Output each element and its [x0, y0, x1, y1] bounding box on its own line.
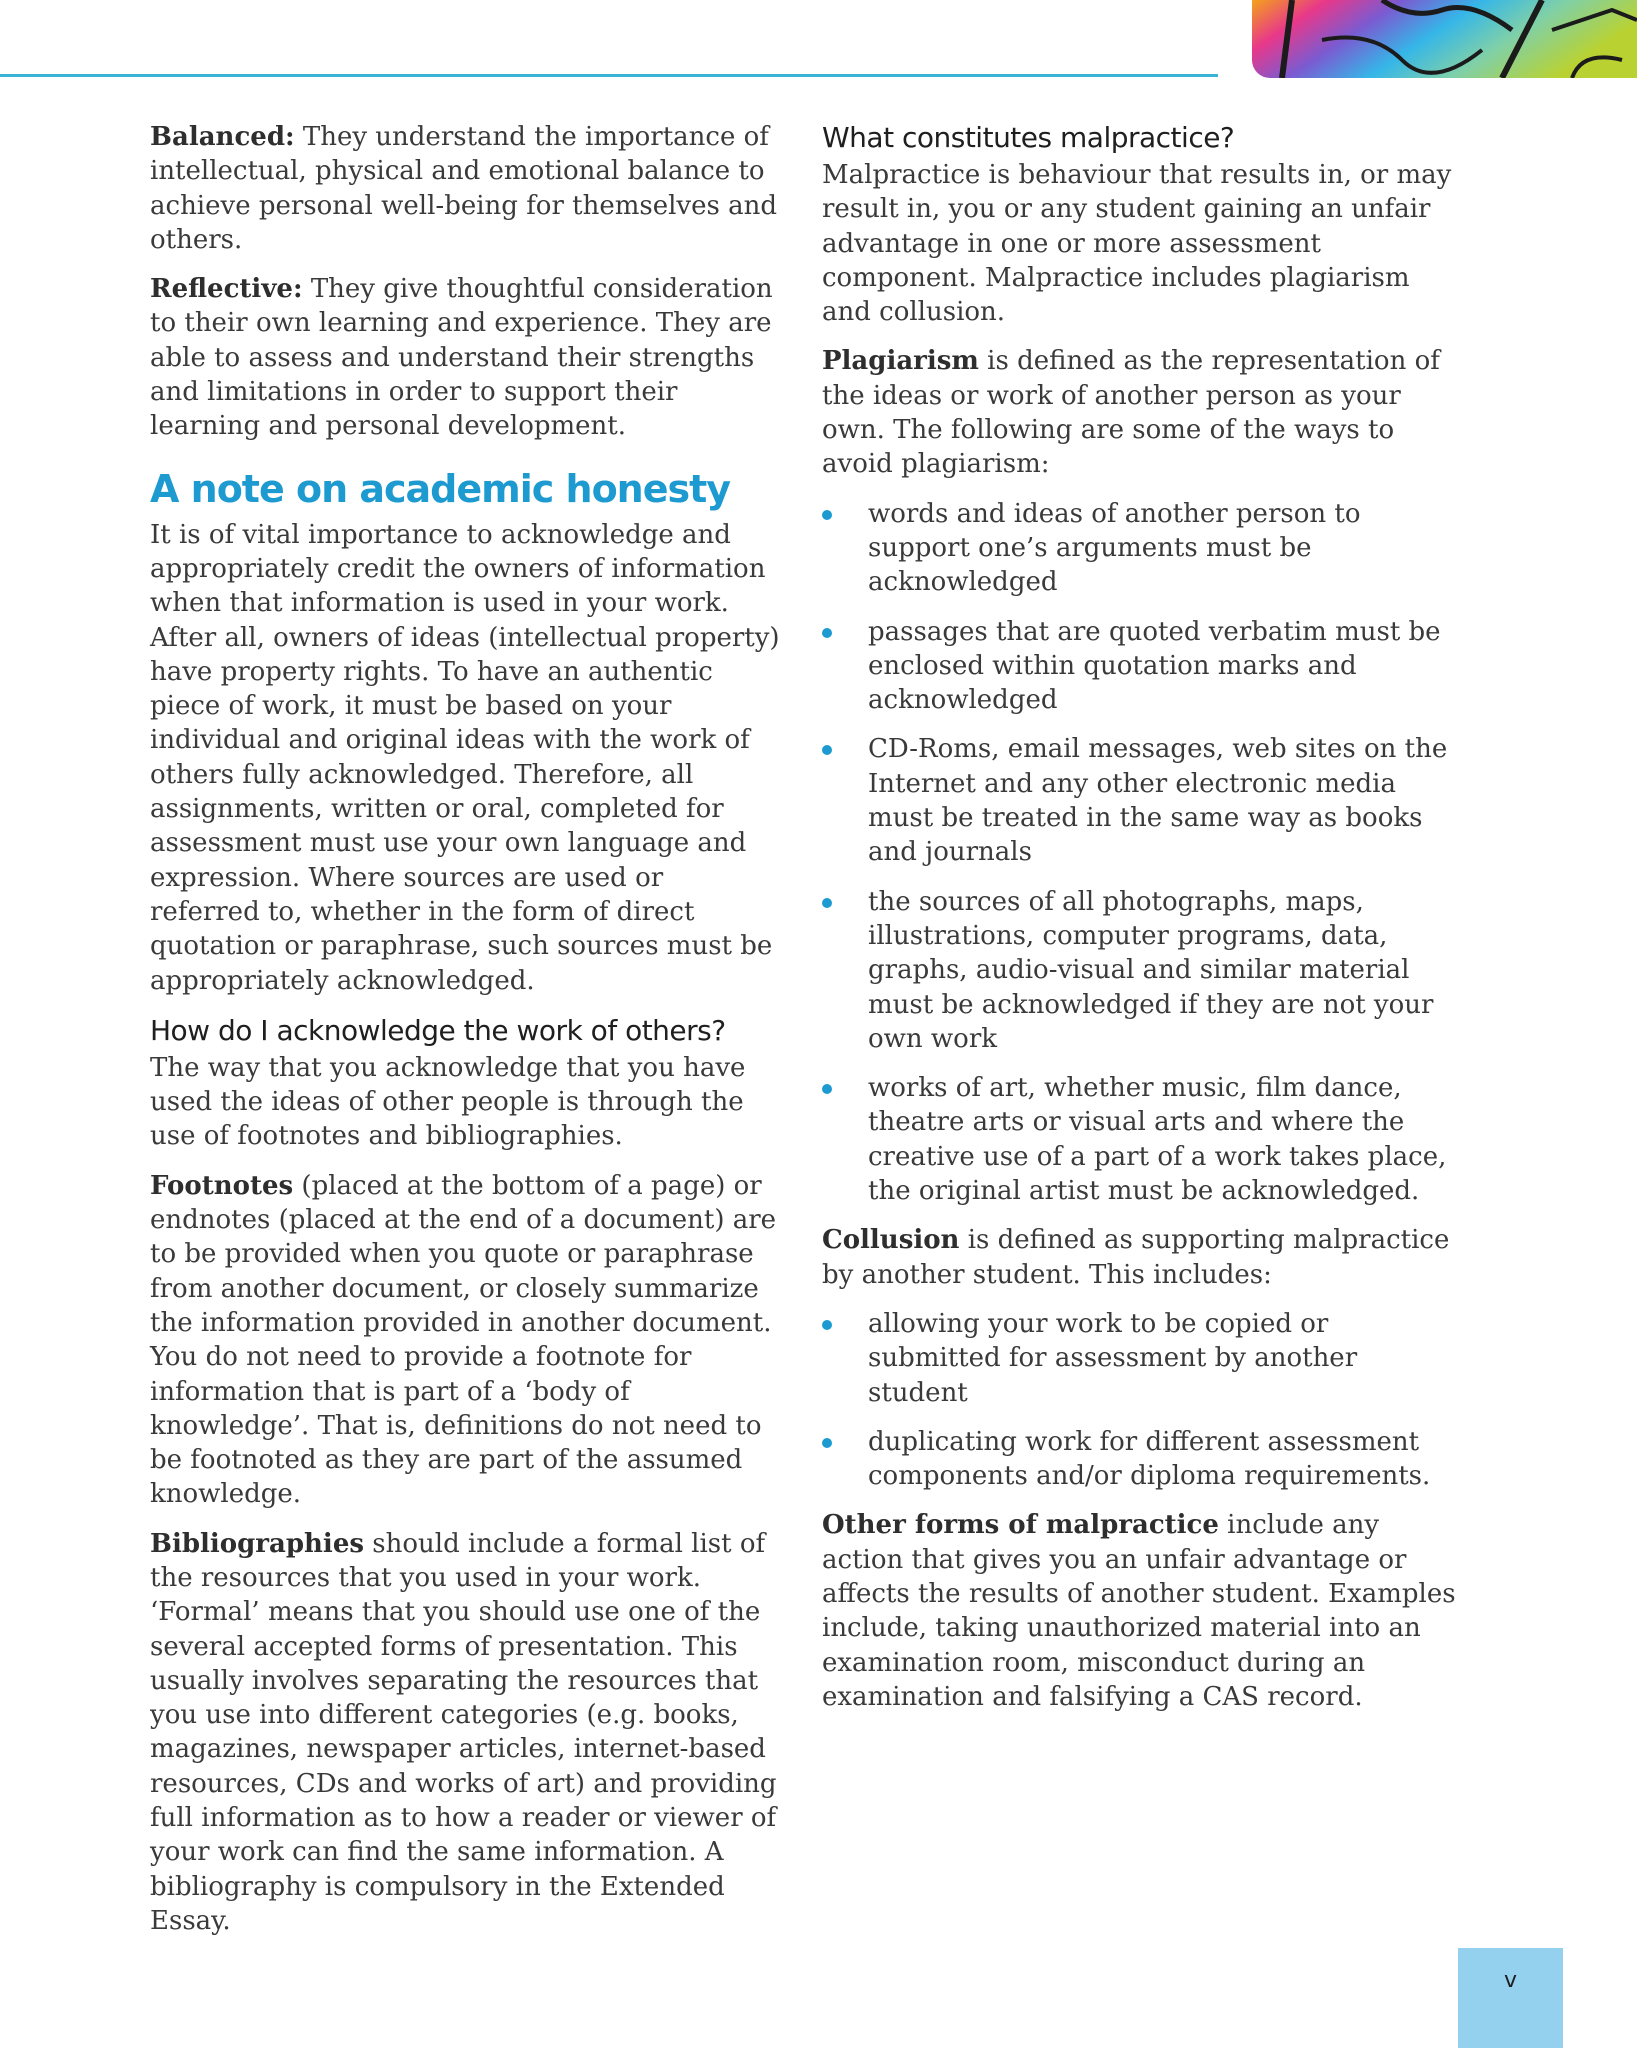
list-item — [822, 615, 1462, 718]
page-number-box — [1458, 1948, 1563, 2048]
list-item-text: CD-Roms, email messages, web sites on the Internet and any other electronic media must be treated in the same way as books and journals — [868, 734, 1448, 868]
paragraph-collusion — [822, 1223, 1462, 1292]
paragraph-acknowledge: The way that you acknowledge that you have used the ideas of other people is through the use of footnotes and bibliographies. — [150, 1052, 746, 1152]
list-item — [822, 732, 1462, 869]
list-item — [822, 1425, 1462, 1494]
left-column — [150, 120, 780, 1953]
bullet-icon — [822, 1438, 832, 1448]
term-footnotes: Footnotes — [150, 1170, 294, 1201]
term-collusion: Collusion — [822, 1225, 960, 1256]
right-column — [822, 120, 1462, 1729]
paragraph-malpractice-intro: Malpractice is behaviour that results in, or may result in, you or any student gaining an unfair advantage in one or more assessment component. Malpractice includes plagiarism and collusion. — [822, 160, 1452, 328]
paragraph-footnotes — [150, 1169, 780, 1512]
term-bibliographies: Bibliographies — [150, 1528, 364, 1559]
subheading-malpractice: What constitutes malpractice? — [822, 121, 1235, 154]
term-plagiarism: Plagiarism — [822, 346, 979, 377]
plagiarism-bullet-list — [822, 497, 1462, 1209]
paragraph-bibliographies — [150, 1527, 780, 1939]
text-collusion: is defined as supporting malpractice by another student. This includes: — [822, 1225, 1450, 1290]
list-item-text: passages that are quoted verbatim must be enclosed within quotation marks and acknowledged — [868, 616, 1441, 716]
text-footnotes: (placed at the bottom of a page) or endnotes (placed at the end of a document) are to be provided when you quote or paraphrase from another document, or closely summarize the information provided in another document. You do not need to provide a footnote for information that is part of a ‘body of knowledge’. That is, definitions do not need to be footnoted as they are part of the assumed knowledge. — [150, 1170, 777, 1510]
list-item — [822, 1071, 1462, 1208]
paragraph-academic-honesty-intro: It is of vital importance to acknowledge and appropriately credit the owners of information when that information is used in your work. After all, owners of ideas (intellectual property) have property rights. To have an authentic piece of work, it must be based on your individual and original ideas with the work of others fully acknowledged. Therefore, all assignments, written or oral, completed for assessment must use your own language and expression. Where sources are used or referred to, whether in the form of direct quotation or paraphrase, such sources must be appropriately acknowledged. — [150, 519, 780, 996]
list-item — [822, 1307, 1462, 1410]
term-reflective: Reflective: — [150, 274, 303, 305]
paragraph-reflective — [150, 272, 780, 443]
paragraph-plagiarism — [822, 344, 1462, 481]
list-item-text: works of art, whether music, film dance, theatre arts or visual arts and where the creative use of a part of a work takes place, the original artist must be acknowledged. — [868, 1073, 1447, 1207]
bullet-icon — [822, 1084, 832, 1094]
term-other-malpractice: Other forms of malpractice — [822, 1510, 1219, 1541]
page-number: v — [1503, 1968, 1518, 1993]
bullet-icon — [822, 628, 832, 638]
bullet-icon — [822, 745, 832, 755]
section-heading-academic-honesty: A note on academic honesty — [150, 466, 731, 511]
list-item-text: the sources of all photographs, maps, illustrations, computer programs, data, graphs, audio-visual and similar material must be acknowledged if they are not your own work — [868, 886, 1434, 1054]
bullet-icon — [822, 1320, 832, 1330]
list-item-text: allowing your work to be copied or submitted for assessment by another student — [868, 1308, 1358, 1408]
text-reflective: They give thoughtful consideration to their own learning and experience. They are able to assess and understand their strengths and limitations in order to support their learning and personal development. — [150, 274, 773, 442]
subheading-acknowledge: How do I acknowledge the work of others? — [150, 1013, 726, 1047]
text-plagiarism: is defined as the representation of the ideas or work of another person as your own. The following are some of the ways to avoid plagiarism: — [822, 346, 1440, 480]
list-item — [822, 885, 1462, 1056]
list-item-text: words and ideas of another person to support one’s arguments must be acknowledged — [868, 498, 1361, 598]
decorative-corner-art — [1252, 0, 1637, 78]
text-bibliographies: should include a formal list of the resources that you used in your work. ‘Formal’ means that you should use one of the several accepted forms of presentation. This usually involves separating the resources that you use into different categories (e.g. books, magazines, newspaper articles, internet-based resources, CDs and works of art) and providing full information as to how a reader or viewer of your work can find the same information. A bibliography is compulsory in the Extended Essay. — [150, 1528, 777, 1936]
bullet-icon — [822, 510, 832, 520]
paragraph-balanced — [150, 120, 780, 257]
bullet-icon — [822, 898, 832, 908]
term-balanced: Balanced: — [150, 122, 295, 152]
text-balanced: They understand the importance of intellectual, physical and emotional balance to achieve personal well-being for themselves and others. — [150, 122, 778, 255]
collusion-bullet-list — [822, 1307, 1462, 1493]
paragraph-other-malpractice — [822, 1508, 1462, 1714]
list-item-text: duplicating work for different assessment components and/or diploma requirements. — [868, 1426, 1431, 1492]
text-other-malpractice: include any action that gives you an unfair advantage or affects the results of another student. Examples include, taking unauthorized material into an examination room, misconduct during an examination and falsifying a CAS record. — [822, 1510, 1456, 1712]
list-item — [822, 497, 1462, 600]
header-rule — [0, 74, 1218, 77]
